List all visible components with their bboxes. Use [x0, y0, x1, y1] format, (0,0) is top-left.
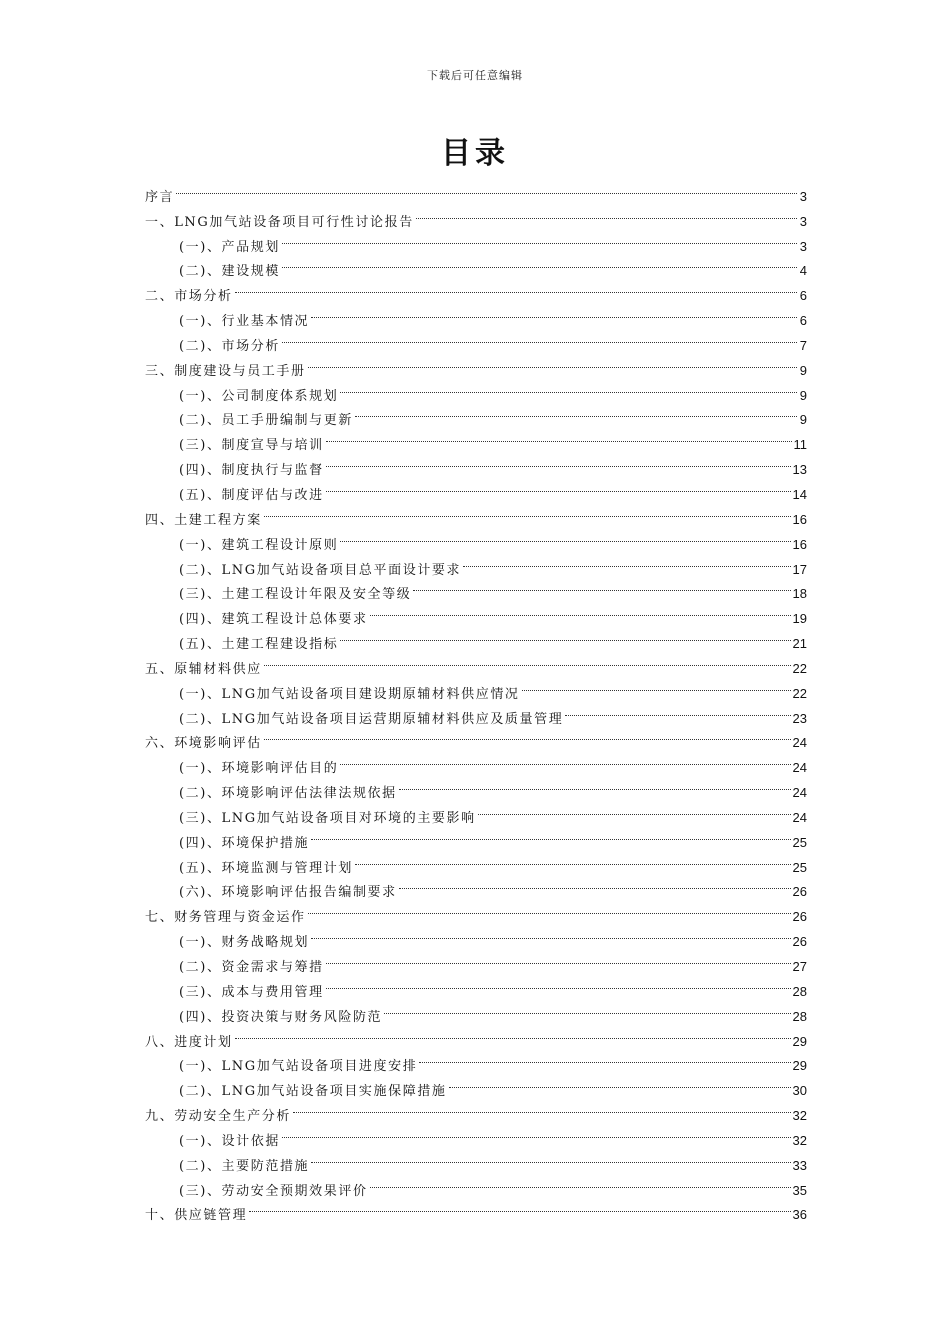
toc-dot-leader [235, 1021, 791, 1046]
toc-entry-label: 七、财务管理与资金运作 [145, 910, 306, 926]
toc-dot-leader [176, 176, 797, 201]
toc-dot-leader [264, 499, 791, 524]
toc-entry-page-number: 9 [799, 412, 807, 428]
toc-dot-leader [384, 996, 790, 1021]
toc-dot-leader [565, 698, 790, 723]
toc-dot-leader [522, 673, 791, 698]
toc-entry-label: (二)、员工手册编制与更新 [179, 413, 353, 429]
toc-entry-page-number: 14 [792, 486, 807, 502]
toc-entry-page-number: 26 [792, 884, 807, 900]
toc-dot-leader [282, 226, 797, 251]
toc-dot-leader [355, 400, 797, 425]
toc-entry-page-number: 17 [792, 561, 807, 577]
toc-dot-leader [235, 275, 797, 300]
toc-entry-page-number: 16 [792, 511, 807, 527]
toc-entry-page-number: 9 [799, 387, 807, 403]
toc-entry[interactable] [145, 201, 807, 230]
toc-dot-leader [463, 549, 790, 574]
toc-entry-label: 序言 [145, 189, 175, 205]
toc-entry-page-number: 27 [792, 959, 807, 974]
toc-entry-label: (六)、环境影响评估报告编制要求 [179, 885, 397, 901]
toc-dot-leader [308, 350, 797, 375]
toc-entry-page-number: 19 [792, 611, 807, 627]
toc-dot-leader [282, 325, 797, 350]
toc-entry-page-number: 32 [792, 1132, 807, 1148]
toc-entry-label: (一)、产品规划 [179, 239, 280, 255]
toc-entry-page-number: 3 [799, 238, 807, 254]
toc-dot-leader [249, 1195, 790, 1220]
toc-dot-leader [370, 1170, 791, 1195]
toc-entry-label: (二)、LNG加气站设备项目总平面设计要求 [179, 562, 462, 578]
toc-entry-page-number: 26 [792, 934, 807, 950]
toc-entry-label: (三)、成本与费用管理 [179, 984, 324, 1000]
toc-entry-page-number: 24 [792, 785, 807, 801]
toc-entry-label: (五)、制度评估与改进 [179, 487, 324, 503]
toc-entry-page-number: 16 [792, 536, 807, 552]
toc-dot-leader [308, 896, 791, 921]
toc-entry-label: (四)、制度执行与监督 [179, 463, 324, 479]
toc-dot-leader [282, 1120, 791, 1145]
toc-entry-page-number: 23 [792, 710, 807, 726]
toc-entry-label: (三)、劳动安全预期效果评价 [179, 1183, 368, 1199]
toc-entry-page-number: 11 [793, 437, 807, 453]
toc-entry-page-number: 35 [792, 1182, 807, 1198]
toc-entry-page-number: 13 [792, 462, 807, 478]
toc-entry-label: (三)、LNG加气站设备项目对环境的主要影响 [179, 810, 476, 826]
toc-entry[interactable] [145, 176, 807, 205]
toc-title: 目录 [441, 136, 509, 171]
toc-entry-label: (四)、建筑工程设计总体要求 [179, 612, 368, 628]
toc-dot-leader [326, 474, 791, 499]
toc-entry-page-number: 18 [792, 586, 807, 602]
toc-entry-page-number: 26 [792, 909, 807, 925]
toc-dot-leader [340, 524, 790, 549]
toc-entry-page-number: 22 [792, 660, 807, 676]
toc-dot-leader [340, 375, 797, 400]
toc-dot-leader [340, 747, 790, 772]
toc-dot-leader [413, 574, 790, 599]
toc-entry-page-number: 9 [799, 362, 807, 378]
toc-entry-label: 十、供应链管理 [145, 1208, 248, 1224]
toc-entry-label: (一)、财务战略规划 [179, 935, 310, 951]
toc-entry-label: (二)、LNG加气站设备项目实施保障措施 [179, 1084, 447, 1100]
toc-dot-leader [264, 648, 791, 673]
toc-entry-label: (二)、资金需求与筹措 [179, 960, 324, 975]
toc-entry-page-number: 3 [799, 213, 807, 229]
toc-entry-page-number: 22 [792, 685, 807, 701]
toc-dot-leader [326, 424, 792, 449]
toc-dot-leader [311, 1145, 790, 1170]
toc-dot-leader [340, 623, 790, 648]
toc-entry-page-number: 3 [799, 188, 807, 204]
toc-entry-label: 九、劳动安全生产分析 [145, 1109, 292, 1125]
toc-dot-leader [326, 449, 791, 474]
toc-entry-page-number: 28 [792, 983, 807, 999]
toc-entry-label: (一)、建筑工程设计原则 [179, 537, 339, 553]
toc-entry[interactable] [145, 1021, 807, 1050]
toc-entry-page-number: 6 [799, 288, 807, 304]
toc-entry-page-number: 36 [792, 1207, 807, 1223]
toc-entry-label: 二、市场分析 [145, 289, 233, 305]
toc-entry-page-number: 28 [792, 1008, 807, 1024]
toc-entry-page-number: 6 [799, 313, 807, 329]
toc-dot-leader [399, 872, 791, 897]
toc-entry-label: (二)、建设规模 [179, 264, 280, 280]
toc-dot-leader [478, 797, 791, 822]
toc-entry-label: (四)、投资决策与财务风险防范 [179, 1009, 383, 1025]
toc-entry-label: (二)、环境影响评估法律法规依据 [179, 786, 397, 802]
toc-entry-label: 四、土建工程方案 [145, 512, 262, 528]
toc-entry-page-number: 25 [792, 834, 807, 850]
toc-entry-page-number: 24 [792, 735, 807, 751]
toc-entry-page-number: 33 [792, 1157, 807, 1173]
toc-dot-leader [370, 598, 791, 623]
toc-entry-label: (二)、LNG加气站设备项目运营期原辅材料供应及质量管理 [179, 711, 564, 727]
toc-entry-label: (一)、行业基本情况 [179, 314, 310, 330]
toc-dot-leader [311, 300, 797, 325]
toc-entry-label: 三、制度建设与员工手册 [145, 363, 306, 379]
toc-entry-page-number: 30 [792, 1083, 807, 1099]
toc-entry-page-number: 4 [799, 263, 807, 279]
toc-entry-page-number: 32 [792, 1108, 807, 1124]
toc-entry-label: 一、LNG加气站设备项目可行性讨论报告 [145, 214, 414, 230]
table-of-contents [145, 176, 807, 1224]
page-header: 下载后可任意编辑 [427, 69, 523, 82]
toc-entry-label: (一)、LNG加气站设备项目进度安排 [179, 1059, 418, 1075]
toc-entry-page-number: 24 [792, 760, 807, 776]
toc-entry-label: (三)、土建工程设计年限及安全等级 [179, 587, 412, 603]
toc-dot-leader [419, 1046, 790, 1071]
toc-entry-label: (五)、土建工程建设指标 [179, 637, 339, 653]
toc-entry-label: (一)、环境影响评估目的 [179, 761, 339, 777]
toc-dot-leader [293, 1095, 791, 1120]
toc-entry-label: (三)、制度宣导与培训 [179, 438, 324, 454]
toc-entry-page-number: 29 [792, 1058, 807, 1074]
toc-entry-page-number: 7 [799, 337, 807, 353]
toc-entry-label: 六、环境影响评估 [145, 736, 262, 752]
toc-dot-leader [311, 822, 790, 847]
toc-entry[interactable] [145, 300, 807, 330]
toc-entry-page-number: 21 [792, 636, 807, 652]
toc-entry[interactable] [145, 1046, 807, 1075]
toc-entry-label: (二)、主要防范措施 [179, 1158, 310, 1174]
toc-entry-page-number: 25 [792, 859, 807, 875]
toc-entry-label: (一)、LNG加气站设备项目建设期原辅材料供应情况 [179, 686, 520, 702]
toc-entry-label: 五、原辅材料供应 [145, 661, 262, 677]
toc-dot-leader [282, 251, 797, 276]
toc-entry-label: (一)、公司制度体系规划 [179, 388, 339, 404]
toc-dot-leader [326, 946, 791, 971]
toc-dot-leader [399, 772, 791, 797]
toc-entry[interactable] [145, 275, 807, 305]
toc-dot-leader [449, 1070, 791, 1095]
toc-entry-label: 八、进度计划 [145, 1034, 233, 1050]
toc-entry-label: (四)、环境保护措施 [179, 835, 310, 851]
toc-dot-leader [355, 847, 791, 872]
toc-entry-page-number: 29 [792, 1033, 807, 1049]
toc-entry-label: (五)、环境监测与管理计划 [179, 860, 353, 876]
toc-entry-page-number: 24 [792, 809, 807, 825]
toc-dot-leader [264, 723, 791, 748]
toc-dot-leader [326, 971, 791, 996]
toc-dot-leader [311, 921, 790, 946]
toc-dot-leader [416, 201, 797, 226]
toc-entry-label: (二)、市场分析 [179, 338, 280, 354]
toc-entry-label: (一)、设计依据 [179, 1133, 280, 1149]
